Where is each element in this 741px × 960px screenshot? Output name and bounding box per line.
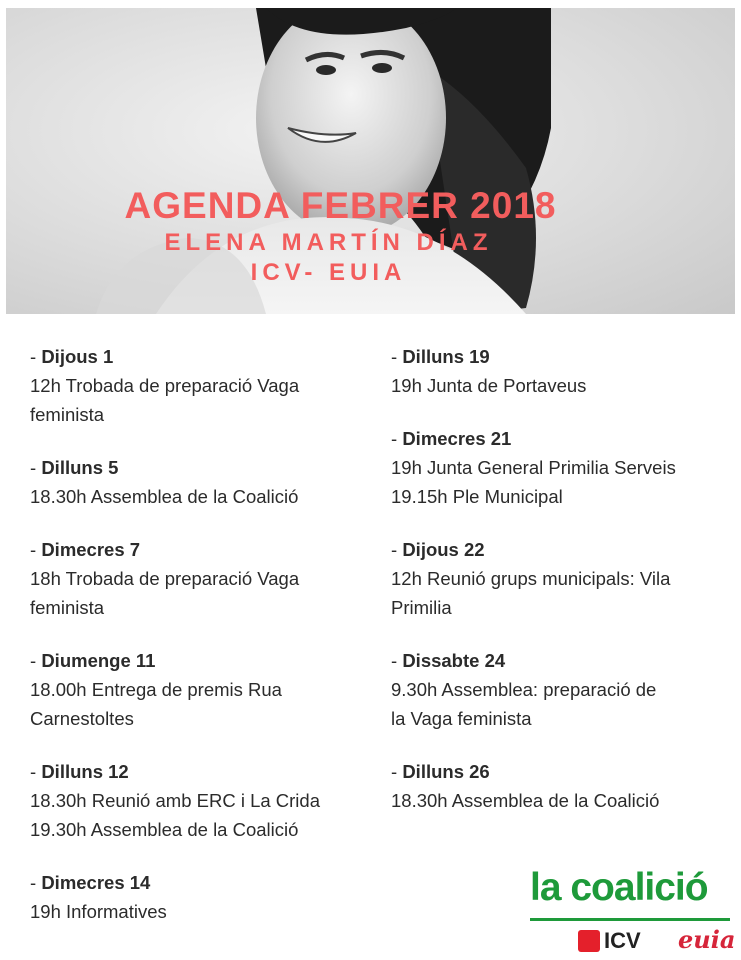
agenda-entry [30,342,370,429]
day-heading: - Dilluns 12 [30,761,129,782]
agenda-title: AGENDA FEBRER 2018 [124,185,557,226]
agenda-entry [391,424,731,511]
event-line: la Vaga feminista [391,708,532,729]
header-text [6,184,735,288]
event-line: 12h Trobada de preparació Vaga [30,375,300,396]
party-name: ICV- EUIA [250,259,407,286]
day-heading: - Dimecres 7 [30,539,141,560]
header-photo [6,8,735,314]
event-line: 19h Junta de Portaveus [391,375,587,396]
agenda-entry [391,535,731,622]
event-line: 18h Trobada de preparació Vaga [30,568,300,589]
person-name: ELENA MARTÍN DÍAZ [164,229,493,256]
event-line: 19h Informatives [30,901,167,922]
event-line: 19.30h Assemblea de la Coalició [30,819,299,840]
event-line: 18.30h Assemblea de la Coalició [391,790,660,811]
icv-logo-text: ICV [604,928,641,953]
event-line: 18.30h Reunió amb ERC i La Crida [30,790,320,811]
event-line: 19.15h Ple Municipal [391,486,563,507]
la-coalicio-logo [530,866,736,956]
agenda-entry [30,646,370,733]
schedule-right-column [391,342,731,839]
agenda-entry [30,535,370,622]
day-heading: - Dissabte 24 [391,650,506,671]
schedule-left-column [30,342,370,950]
event-line: 12h Reunió grups municipals: Vila [391,568,671,589]
day-heading: - Dijous 1 [30,346,114,367]
euia-logo-text: euia [678,925,736,954]
day-heading: - Dijous 22 [391,539,485,560]
day-heading: - Dilluns 5 [30,457,119,478]
day-heading: - Dimecres 21 [391,428,512,449]
agenda-entry [30,453,370,511]
agenda-entry [391,342,731,400]
agenda-entry [391,646,731,733]
day-heading: - Diumenge 11 [30,650,156,671]
event-line: 19h Junta General Primilia Serveis [391,457,676,478]
event-line: 9.30h Assemblea: preparació de [391,679,657,700]
event-line: Primilia [391,597,452,618]
agenda-entry [391,757,731,815]
day-heading: - Dilluns 19 [391,346,490,367]
agenda-entry [30,757,370,844]
day-heading: - Dimecres 14 [30,872,151,893]
event-line: 18.00h Entrega de premis Rua [30,679,282,700]
event-line: 18.30h Assemblea de la Coalició [30,486,299,507]
logo-divider [530,918,730,921]
logo-wordmark: la coalició [530,866,708,909]
event-line: feminista [30,404,105,425]
event-line: Carnestoltes [30,708,134,729]
day-heading: - Dilluns 26 [391,761,490,782]
event-line: feminista [30,597,105,618]
icv-flag-icon [578,930,600,952]
agenda-entry [30,868,370,926]
